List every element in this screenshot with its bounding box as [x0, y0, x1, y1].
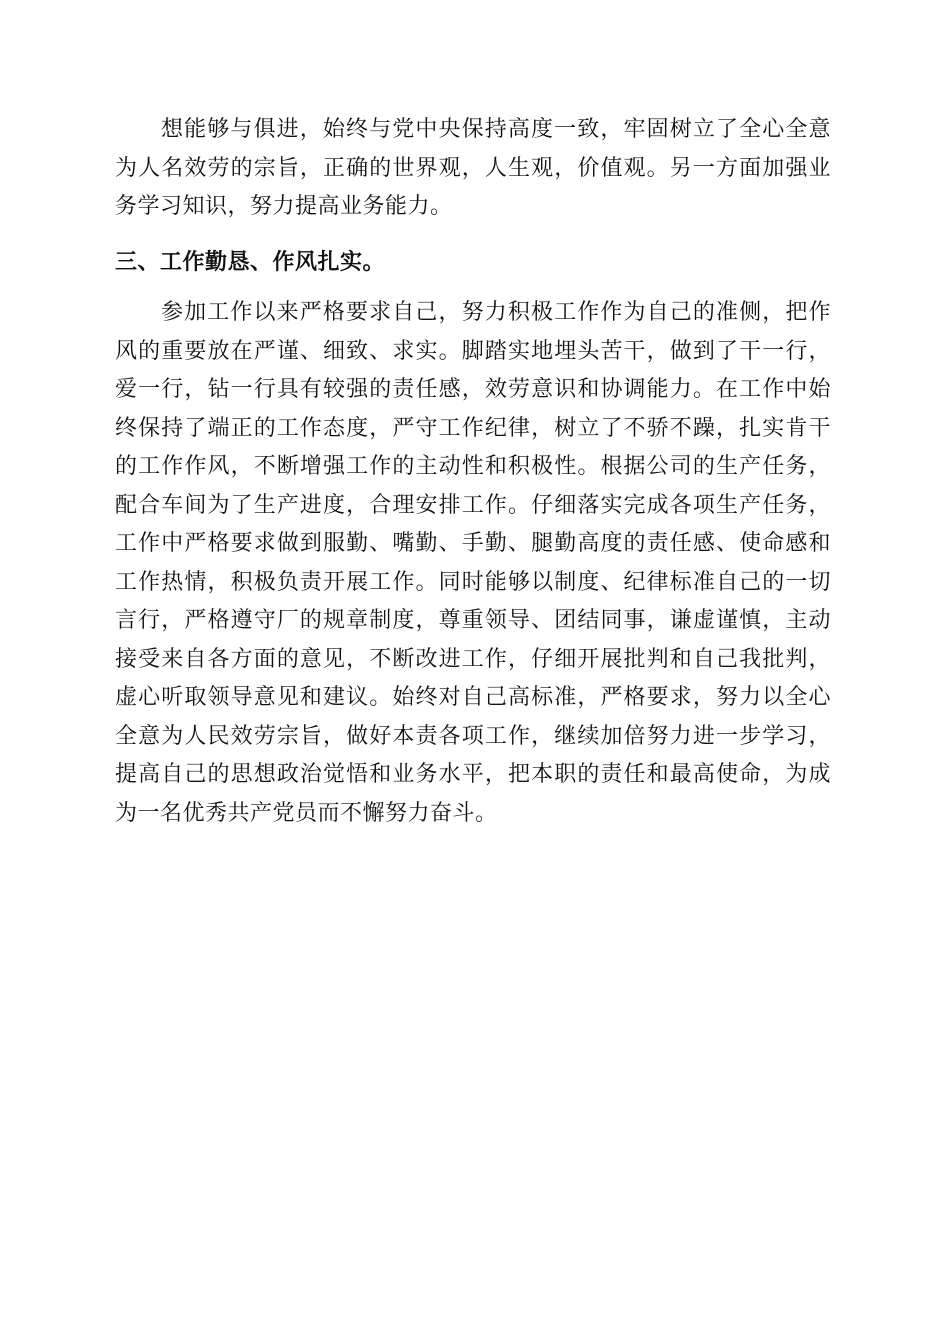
section-heading: 三、工作勤恳、作风扎实。 [115, 250, 386, 275]
paragraph-continued: 想能够与俱进，始终与党中央保持高度一致，牢固树立了全心全意为人名效劳的宗旨，正确的世界观，人生观，价值观。另一方面加强业务学习知识，努力提高业务能力。 [115, 117, 831, 219]
paragraph-main: 参加工作以来严格要求自己，努力积极工作作为自己的准侧，把作风的重要放在严谨、细致、求实。脚踏实地埋头苦干，做到了干一行，爱一行，钻一行具有较强的责任感，效劳意识和协调能力。在工作中始终保持了端正的工作态度，严守工作纪律，树立了不骄不躁，扎实肯干的工作作风，不断增强工作的主动性和积极性。根据公司的生产任务，配合车间为了生产进度，合理安排工作。仔细落实完成各项生产任务，工作中严格要求做到服勤、嘴勤、手勤、腿勤高度的责任感、使命感和工作热情，积极负责开展工作。同时能够以制度、纪律标准自己的一切言行，严格遵守厂的规章制度，尊重领导、团结同事，谦虚谨慎，主动接受来自各方面的意见，不断改进工作，仔细开展批判和自己我批判，虚心听取领导意见和建议。始终对自己高标准，严格要求，努力以全心全意为人民效劳宗旨，做好本责各项工作，继续加倍努力进一步学习，提高自己的思想政治觉悟和业务水平，把本职的责任和最高使命，为成为一名优秀共产党员而不懈努力奋斗。 [115, 300, 831, 826]
